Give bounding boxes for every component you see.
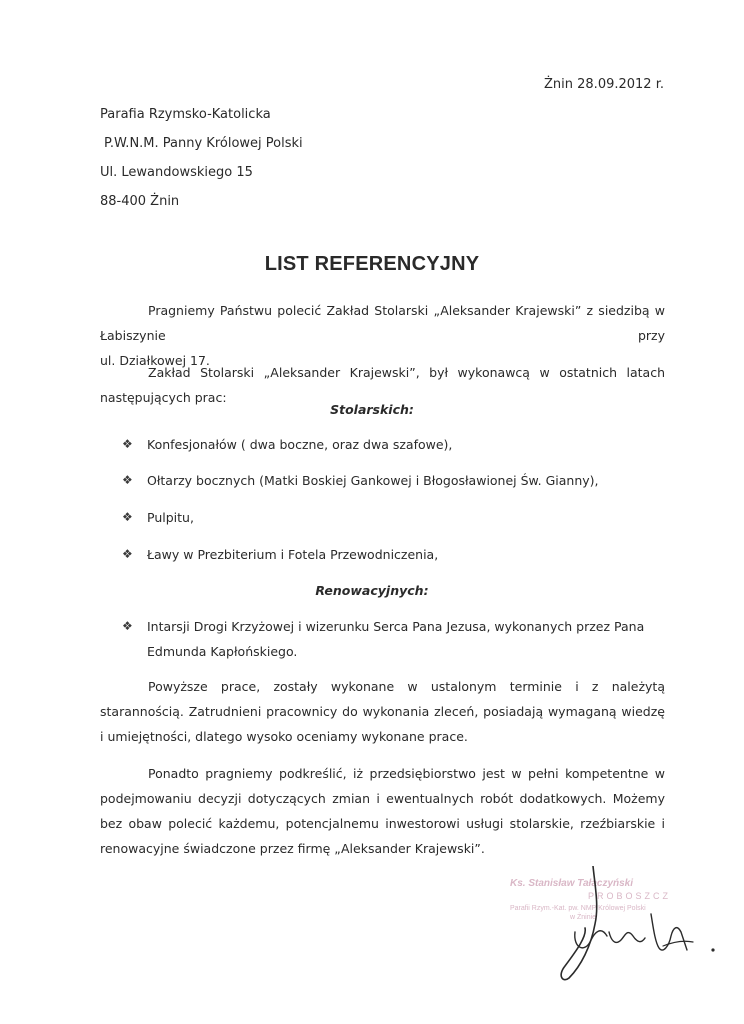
recipient-address [100, 106, 303, 222]
stamp-role: PROBOSZCZ [588, 891, 672, 901]
list-item [122, 468, 662, 493]
works-intro: Zakład Stolarski „Aleksander Krajewski”, był wykonawcą w ostatnich latach następujących prac: [100, 365, 665, 405]
stamp-parish: Parafii Rzym.-Kat. pw. NMP Królowej Polski [510, 905, 646, 912]
list-item-text: Ołtarzy bocznych (Matki Boskiej Gankowej i Błogosławionej Św. Gianny), [147, 473, 599, 488]
signature [555, 866, 725, 986]
recipient-line: Parafia Rzymsko-Katolicka [100, 107, 271, 122]
recipient-line: 88-400 Żnin [100, 194, 180, 209]
intro-line-1: Pragniemy Państwu polecić Zakład Stolarski „Aleksander Krajewski” z siedzibą w Łabiszynie przy [100, 303, 665, 343]
list-item [122, 432, 662, 457]
section-renovation-heading: Renowacyjnych: [315, 583, 429, 598]
intro-line-2: ul. Działkowej 17. [100, 353, 210, 368]
recommend-text: Ponadto pragniemy podkreślić, iż przedsiębiorstwo jest w pełni kompetentne w podejmowaniu decyzji dotyczących zmian i ewentualnych robót dodatkowych. Możemy bez obaw polecić każdemu, potencjalnemu inwestorowi usługi stolarskie, rzeźbiarskie i renowacyjne świadczone przez firmę „Aleksander Krajewski”. [100, 766, 665, 856]
recipient-line: P.W.N.M. Panny Królowej Polski [104, 136, 303, 151]
list-item-text: Pulpitu, [147, 510, 194, 525]
recipient-line: Ul. Lewandowskiego 15 [100, 165, 253, 180]
list-item-text: Intarsji Drogi Krzyżowej i wizerunku Serca Pana Jezusa, wykonanych przez Pana Edmunda Kapłońskiego. [147, 619, 645, 659]
stamp-name: Ks. Stanisław Tałaczyński [510, 878, 634, 889]
letter-title: LIST REFERENCYJNY [264, 253, 480, 275]
quality-text: Powyższe prace, zostały wykonane w ustalonym terminie i z należytą starannością. Zatrudnieni pracownicy do wykonania zleceń, posiadają wymaganą wiedzę i umiejętności, dlatego wysoko oceniamy wykonane prace. [100, 679, 665, 744]
diamond-bullet-icon: ❖ [122, 510, 133, 524]
list-item [122, 505, 662, 530]
list-item [122, 614, 652, 664]
list-item-text: Konfesjonałów ( dwa boczne, oraz dwa szafowe), [147, 437, 453, 452]
diamond-bullet-icon: ❖ [122, 619, 133, 633]
diamond-bullet-icon: ❖ [122, 547, 133, 561]
diamond-bullet-icon: ❖ [122, 437, 133, 451]
quality-paragraph [100, 674, 665, 749]
diamond-bullet-icon: ❖ [122, 473, 133, 487]
list-item [122, 542, 662, 567]
list-item-text: Ławy w Prezbiterium i Fotela Przewodniczenia, [147, 547, 439, 562]
letter-date: Żnin 28.09.2012 r. [544, 77, 664, 92]
recommend-paragraph [100, 761, 665, 861]
section-carpentry-heading: Stolarskich: [330, 402, 414, 417]
stamp-city: w Żninie [570, 914, 597, 921]
